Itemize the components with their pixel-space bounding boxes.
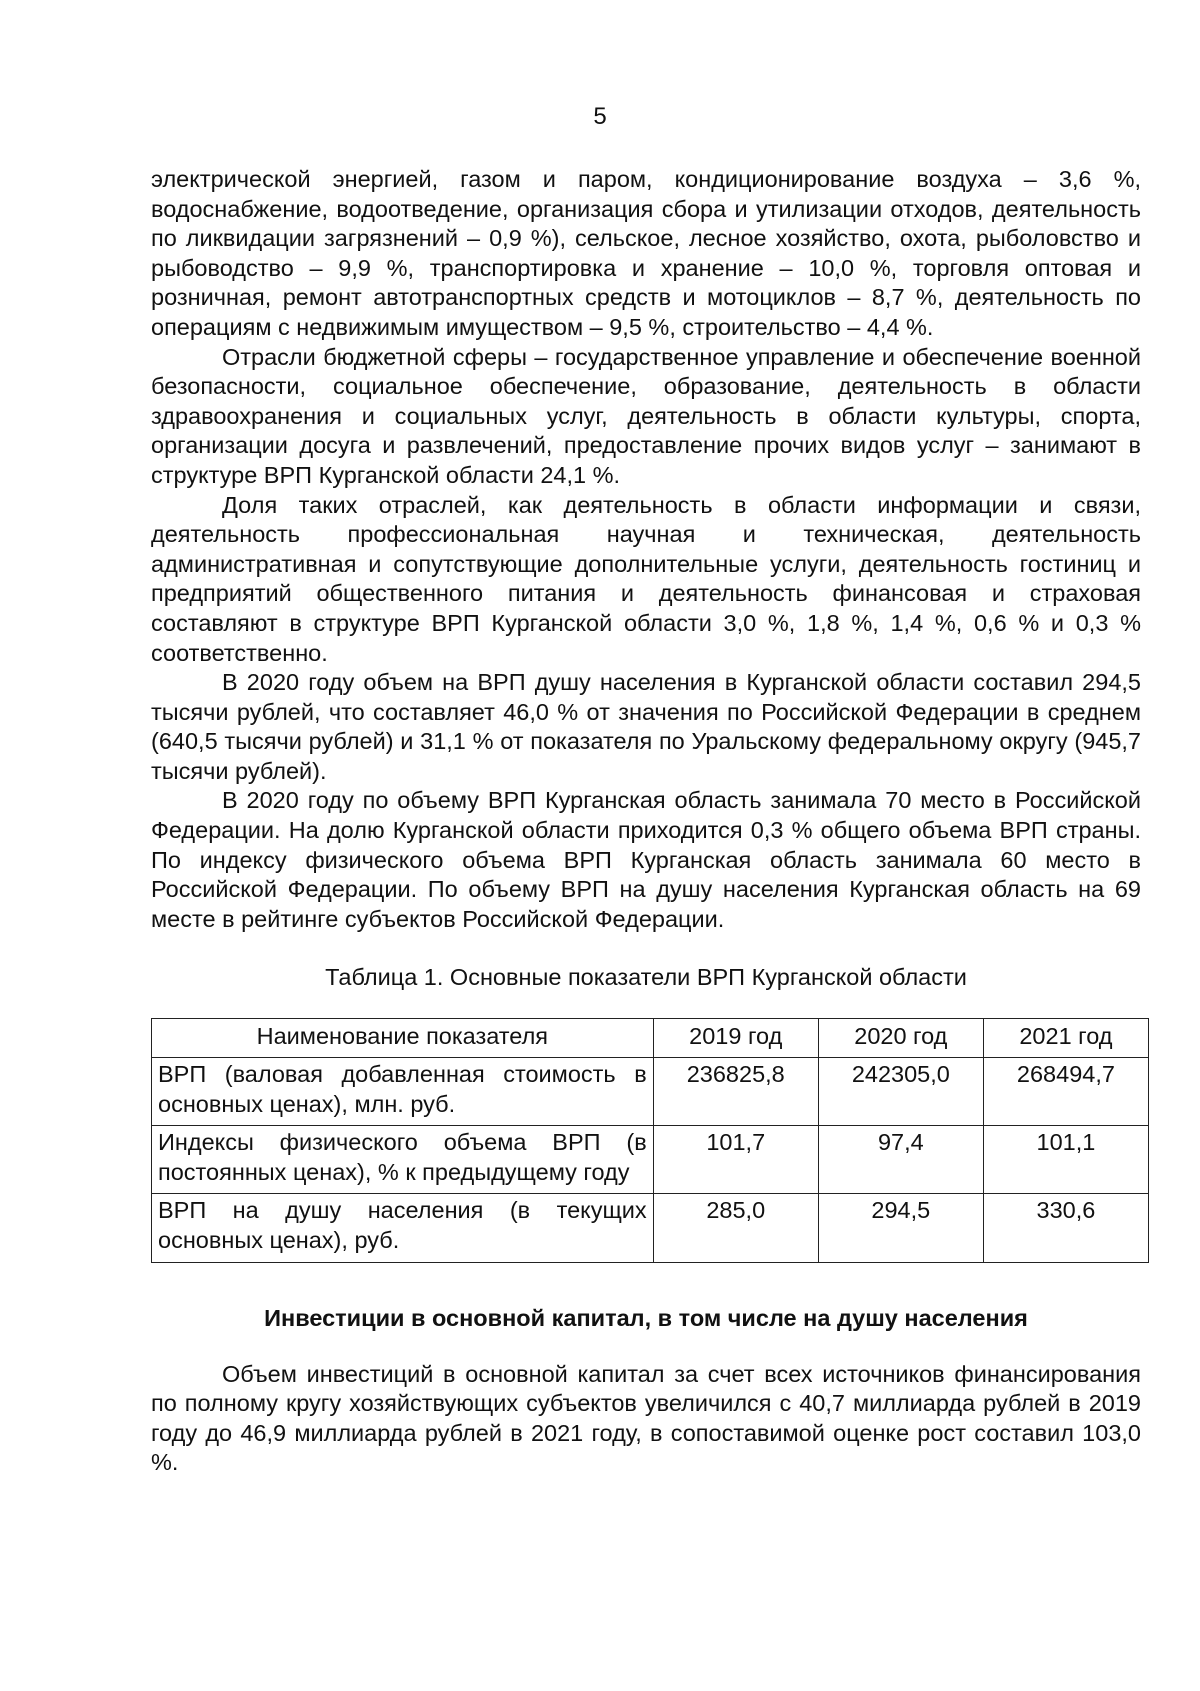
table-header-row (152, 1019, 1149, 1058)
table-cell-value: 236825,8 (653, 1058, 818, 1126)
table-cell-value: 242305,0 (818, 1058, 983, 1126)
table-cell-value: 285,0 (653, 1194, 818, 1262)
column-header: Наименование показателя (152, 1019, 654, 1058)
table-cell-indicator: ВРП на душу населения (в текущих основных ценах), руб. (152, 1194, 654, 1262)
table-cell-value: 294,5 (818, 1194, 983, 1262)
table-caption: Таблица 1. Основные показатели ВРП Курганской области (325, 964, 967, 991)
paragraph-investments: Объем инвестиций в основной капитал за счет всех источников финансирования по полному кругу хозяйствующих субъектов увеличился с 40,7 миллиарда рублей в 2019 году до 46,9 миллиарда рублей в 2021 году, в сопоставимой оценке рост составил 103,0 %. (151, 1360, 1141, 1476)
column-header: 2021 год (983, 1019, 1148, 1058)
table-cell-value: 330,6 (983, 1194, 1148, 1262)
table-row (152, 1126, 1149, 1194)
table-row (152, 1058, 1149, 1126)
table-cell-value: 101,1 (983, 1126, 1148, 1194)
paragraph-grp-rank: В 2020 году по объему ВРП Курганская область занимала 70 место в Российской Федерации. На долю Курганской области приходится 0,3 % общего объема ВРП страны. По индексу физического объема ВРП Курганская область занимала 60 место в Российской Федерации. По объему ВРП на душу населения Курганская область на 69 месте в рейтинге субъектов Российской Федерации. (151, 787, 1141, 932)
table-cell-value: 101,7 (653, 1126, 818, 1194)
column-header: 2020 год (818, 1019, 983, 1058)
table-cell-value: 97,4 (818, 1126, 983, 1194)
table-cell-indicator: ВРП (валовая добавленная стоимость в основных ценах), млн. руб. (152, 1058, 654, 1126)
grp-indicators-table (151, 1018, 1149, 1262)
paragraph-budget-sector: Отрасли бюджетной сферы – государственное управление и обеспечение военной безопасности, социальное обеспечение, образование, деятельность в области здравоохранения и социальных услуг, деятельность в области культуры, спорта, организации досуга и развлечений, предоставление прочих видов услуг – занимают в структуре ВРП Курганской области 24,1 %. (151, 343, 1141, 488)
paragraph-industry-shares: Доля таких отраслей, как деятельность в области информации и связи, деятельность профессиональная научная и техническая, деятельность административная и сопутствующие дополнительные услуги, деятельность гостиниц и предприятий общественного питания и деятельность финансовая и страховая составляют в структуре ВРП Курганской области 3,0 %, 1,8 %, 1,4 %, 0,6 % и 0,3 % соответственно. (151, 491, 1141, 666)
paragraph-continued: электрической энергией, газом и паром, кондиционирование воздуха – 3,6 %, водоснабжение, водоотведение, организация сбора и утилизации отходов, деятельность по ликвидации загрязнений – 0,9 %), сельское, лесное хозяйство, охота, рыболовство и рыбоводство – 9,9 %, транспортировка и хранение – 10,0 %, торговля оптовая и розничная, ремонт автотранспортных средств и мотоциклов – 8,7 %, деятельность по операциям с недвижимым имуществом – 9,5 %, строительство – 4,4 %. (151, 166, 1141, 340)
table-cell-indicator: Индексы физического объема ВРП (в постоянных ценах), % к предыдущему году (152, 1126, 654, 1194)
section-heading: Инвестиции в основной капитал, в том числе на душу населения (264, 1304, 1028, 1331)
paragraph-grp-per-capita: В 2020 году объем на ВРП душу населения в Курганской области составил 294,5 тысячи рублей, что составляет 46,0 % от значения по Российской Федерации в среднем (640,5 тысячи рублей) и 31,1 % от показателя по Уральскому федеральному округу (945,7 тысячи рублей). (151, 669, 1141, 784)
table-row (152, 1194, 1149, 1262)
column-header: 2019 год (653, 1019, 818, 1058)
page-number: 5 (593, 103, 607, 130)
page-content (151, 165, 1141, 1478)
table-cell-value: 268494,7 (983, 1058, 1148, 1126)
